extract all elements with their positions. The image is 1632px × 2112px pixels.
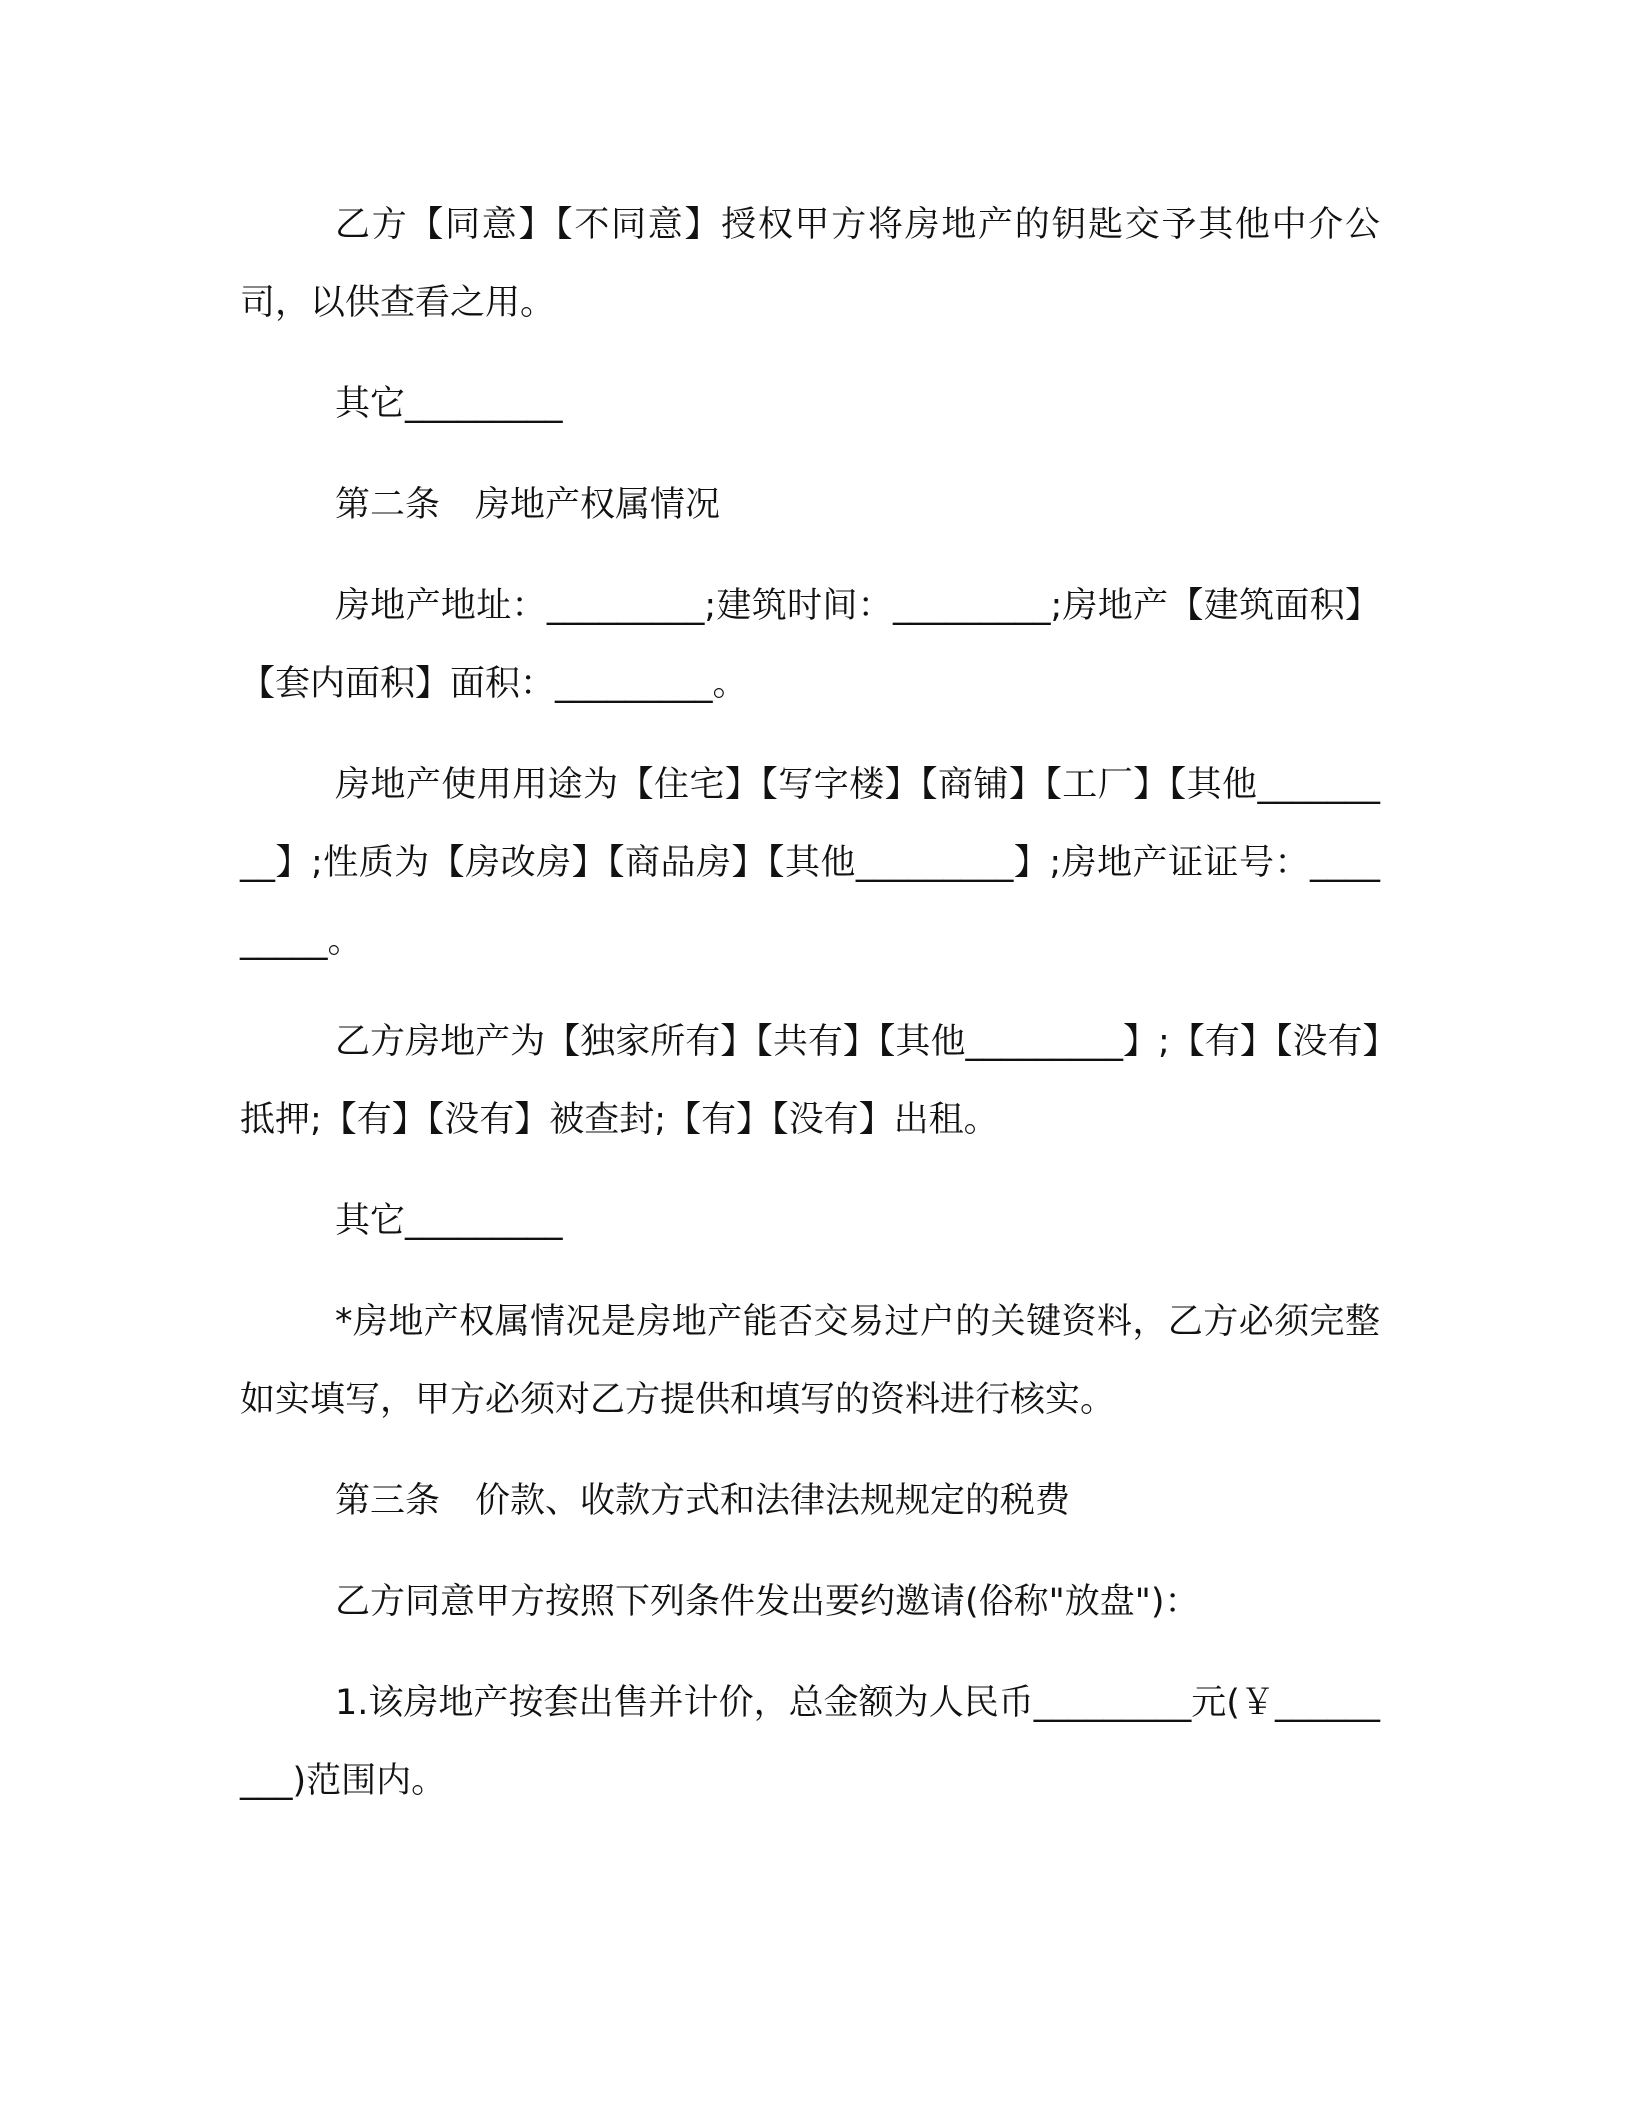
paragraph-total-price: 1.该房地产按套出售并计价，总金额为人民币_________元(￥_________)范围内。 [240,1683,1380,1801]
paragraph-other-1: 其它_________ [335,384,563,424]
paragraph-property-address: 房地产地址：_________;建筑时间：_________;房地产【建筑面积】【套内面积】面积：_________。 [240,586,1380,704]
paragraph-ownership-note: *房地产权属情况是房地产能否交易过户的关键资料，乙方必须完整如实填写，甲方必须对乙方提供和填写的资料进行核实。 [240,1302,1380,1420]
document-body [240,186,1380,1843]
paragraph-offer-invitation: 乙方同意甲方按照下列条件发出要约邀请(俗称"放盘")： [335,1582,1200,1622]
paragraph-ownership: 乙方房地产为【独家所有】【共有】【其他_________】;【有】【没有】抵押;【有】【没有】被查封;【有】【没有】出租。 [240,1022,1380,1140]
paragraph-property-usage: 房地产使用用途为【住宅】【写字楼】【商铺】【工厂】【其他_________】;性质为【房改房】【商品房】【其他_________】;房地产证证号：_________。 [240,765,1380,961]
section-heading-article-2: 第二条 房地产权属情况 [335,485,721,525]
section-heading-article-3: 第三条 价款、收款方式和法律法规规定的税费 [335,1481,1071,1521]
paragraph-other-2: 其它_________ [335,1201,563,1241]
paragraph-key-authorization: 乙方【同意】【不同意】授权甲方将房地产的钥匙交予其他中介公司，以供查看之用。 [240,205,1380,323]
